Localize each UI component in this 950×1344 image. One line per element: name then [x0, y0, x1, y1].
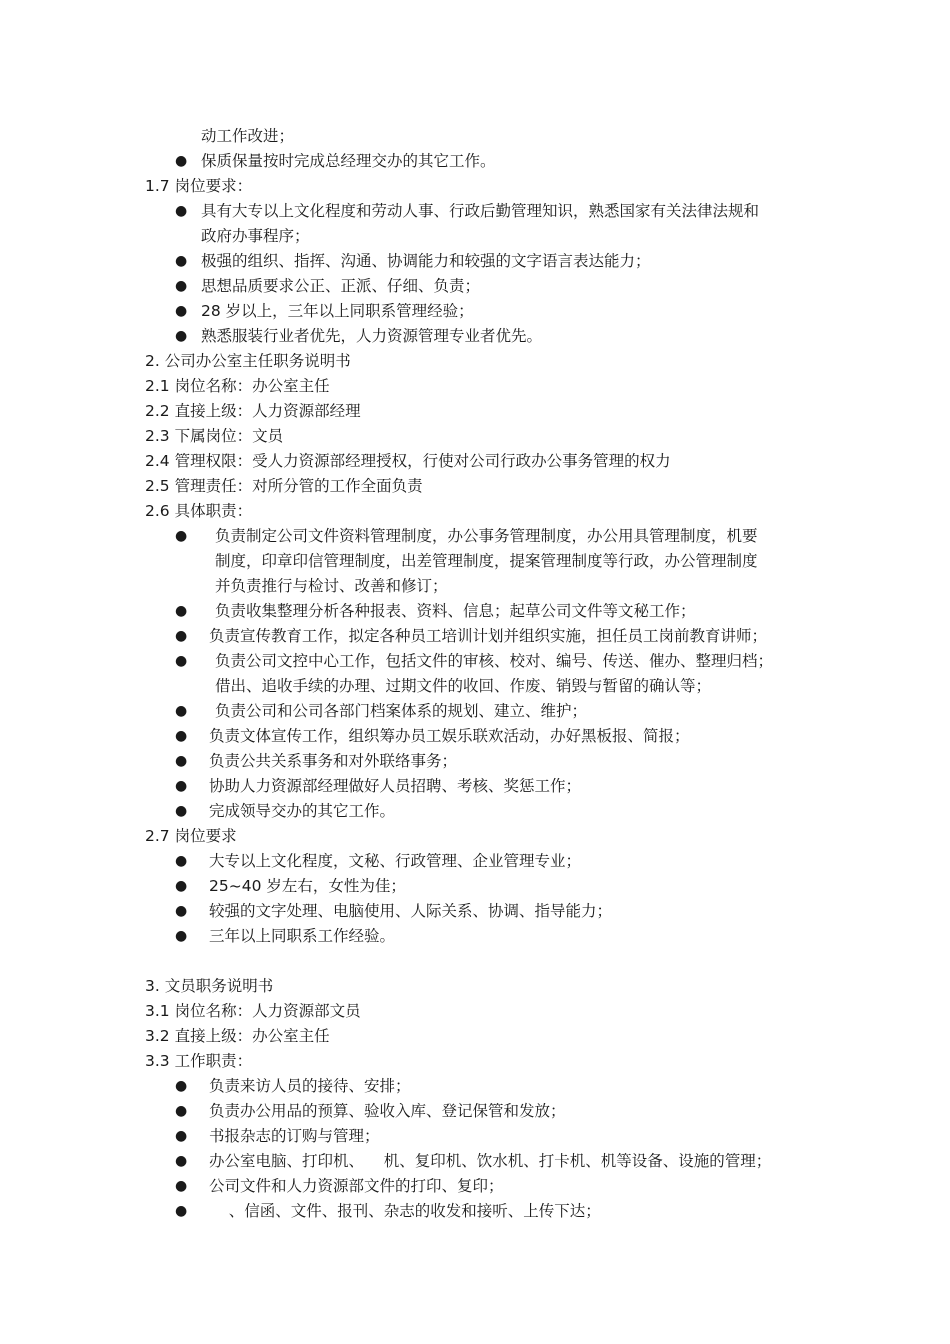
- field-line: 3.1 岗位名称：人力资源部文员: [145, 1002, 361, 1020]
- list-item: 大专以上文化程度，文秘、行政管理、企业管理专业；: [209, 852, 582, 870]
- list-item: 负责文体宣传工作，组织筹办员工娱乐联欢活动，办好黑板报、简报；: [209, 727, 690, 745]
- bullet-icon: ●: [175, 253, 188, 269]
- bullet-icon: ●: [175, 878, 188, 894]
- bullet-icon: ●: [175, 653, 188, 669]
- bullet-icon: ●: [175, 1153, 188, 1169]
- section-heading: 1.7 岗位要求：: [145, 177, 253, 195]
- list-item-continuation: 政府办事程序；: [201, 227, 310, 245]
- bullet-icon: ●: [175, 903, 188, 919]
- list-item-continuation: 并负责推行与检讨、改善和修订；: [215, 577, 448, 595]
- field-line: 3.2 直接上级：办公室主任: [145, 1027, 330, 1045]
- list-item: 负责办公用品的预算、验收入库、登记保管和发放；: [209, 1102, 566, 1120]
- list-item-continuation: 借出、追收手续的办理、过期文件的收回、作废、销毁与暂留的确认等；: [215, 677, 712, 695]
- list-item: 完成领导交办的其它工作。: [209, 802, 396, 820]
- list-item: 较强的文字处理、电脑使用、人际关系、协调、指导能力；: [209, 902, 613, 920]
- list-item: 28 岁以上，三年以上同职系管理经验；: [201, 302, 474, 320]
- field-line: 2.4 管理权限：受人力资源部经理授权，行使对公司行政办公事务管理的权力: [145, 452, 671, 470]
- field-line: 2.1 岗位名称：办公室主任: [145, 377, 330, 395]
- list-item: 负责收集整理分析各种报表、资料、信息；起草公司文件等文秘工作；: [215, 602, 696, 620]
- bullet-icon: ●: [175, 1128, 188, 1144]
- bullet-icon: ●: [175, 1078, 188, 1094]
- list-item: 负责制定公司文件资料管理制度，办公事务管理制度，办公用具管理制度，机要: [215, 527, 758, 545]
- list-item: 具有大专以上文化程度和劳动人事、行政后勤管理知识，熟悉国家有关法律法规和: [201, 202, 760, 220]
- bullet-icon: ●: [175, 278, 188, 294]
- list-item: 负责公司文控中心工作，包括文件的审核、校对、编号、传送、催办、整理归档；: [215, 652, 774, 670]
- list-item: 负责公司和公司各部门档案体系的规划、建立、维护；: [215, 702, 588, 720]
- list-item: 保质保量按时完成总经理交办的其它工作。: [201, 152, 496, 170]
- list-item: 熟悉服装行业者优先，人力资源管理专业者优先。: [201, 327, 543, 345]
- bullet-icon: ●: [175, 703, 188, 719]
- bullet-icon: ●: [175, 303, 188, 319]
- bullet-icon: ●: [175, 853, 188, 869]
- bullet-icon: ●: [175, 1178, 188, 1194]
- list-item: 公司文件和人力资源部文件的打印、复印；: [209, 1177, 504, 1195]
- list-item: 、信函、文件、报刊、杂志的收发和接听、上传下达；: [209, 1202, 601, 1220]
- text-line: 动工作改进；: [201, 127, 295, 145]
- section-heading: 2.7 岗位要求: [145, 827, 237, 845]
- bullet-icon: ●: [175, 1203, 188, 1219]
- list-item-continuation: 制度，印章印信管理制度，出差管理制度，提案管理制度等行政，办公管理制度: [215, 552, 758, 570]
- list-item: 书报杂志的订购与管理；: [209, 1127, 380, 1145]
- list-item: 三年以上同职系工作经验。: [209, 927, 396, 945]
- bullet-icon: ●: [175, 528, 188, 544]
- field-line: 2.3 下属岗位：文员: [145, 427, 284, 445]
- bullet-icon: ●: [175, 203, 188, 219]
- bullet-icon: ●: [175, 328, 188, 344]
- list-item: 极强的组织、指挥、沟通、协调能力和较强的文字语言表达能力；: [201, 252, 651, 270]
- bullet-icon: ●: [175, 728, 188, 744]
- bullet-icon: ●: [175, 803, 188, 819]
- bullet-icon: ●: [175, 778, 188, 794]
- bullet-icon: ●: [175, 1103, 188, 1119]
- bullet-icon: ●: [175, 928, 188, 944]
- bullet-icon: ●: [175, 153, 188, 169]
- bullet-icon: ●: [175, 753, 188, 769]
- list-item: 25~40 岁左右，女性为佳；: [209, 877, 406, 895]
- list-item: 负责公共关系事务和对外联络事务；: [209, 752, 458, 770]
- list-item: 办公室电脑、打印机、 机、复印机、饮水机、打卡机、机等设备、设施的管理；: [209, 1152, 772, 1170]
- field-line: 2.2 直接上级：人力资源部经理: [145, 402, 361, 420]
- list-item: 负责来访人员的接待、安排；: [209, 1077, 411, 1095]
- field-line: 2.5 管理责任：对所分管的工作全面负责: [145, 477, 423, 495]
- list-item: 负责宣传教育工作，拟定各种员工培训计划并组织实施，担任员工岗前教育讲师；: [209, 627, 768, 645]
- bullet-icon: ●: [175, 603, 188, 619]
- section-heading: 2.6 具体职责：: [145, 502, 253, 520]
- section-heading: 3. 文员职务说明书: [145, 977, 274, 995]
- section-heading: 2. 公司办公室主任职务说明书: [145, 352, 351, 370]
- bullet-icon: ●: [175, 628, 188, 644]
- list-item: 协助人力资源部经理做好人员招聘、考核、奖惩工作；: [209, 777, 582, 795]
- section-heading: 3.3 工作职责：: [145, 1052, 253, 1070]
- list-item: 思想品质要求公正、正派、仔细、负责；: [201, 277, 481, 295]
